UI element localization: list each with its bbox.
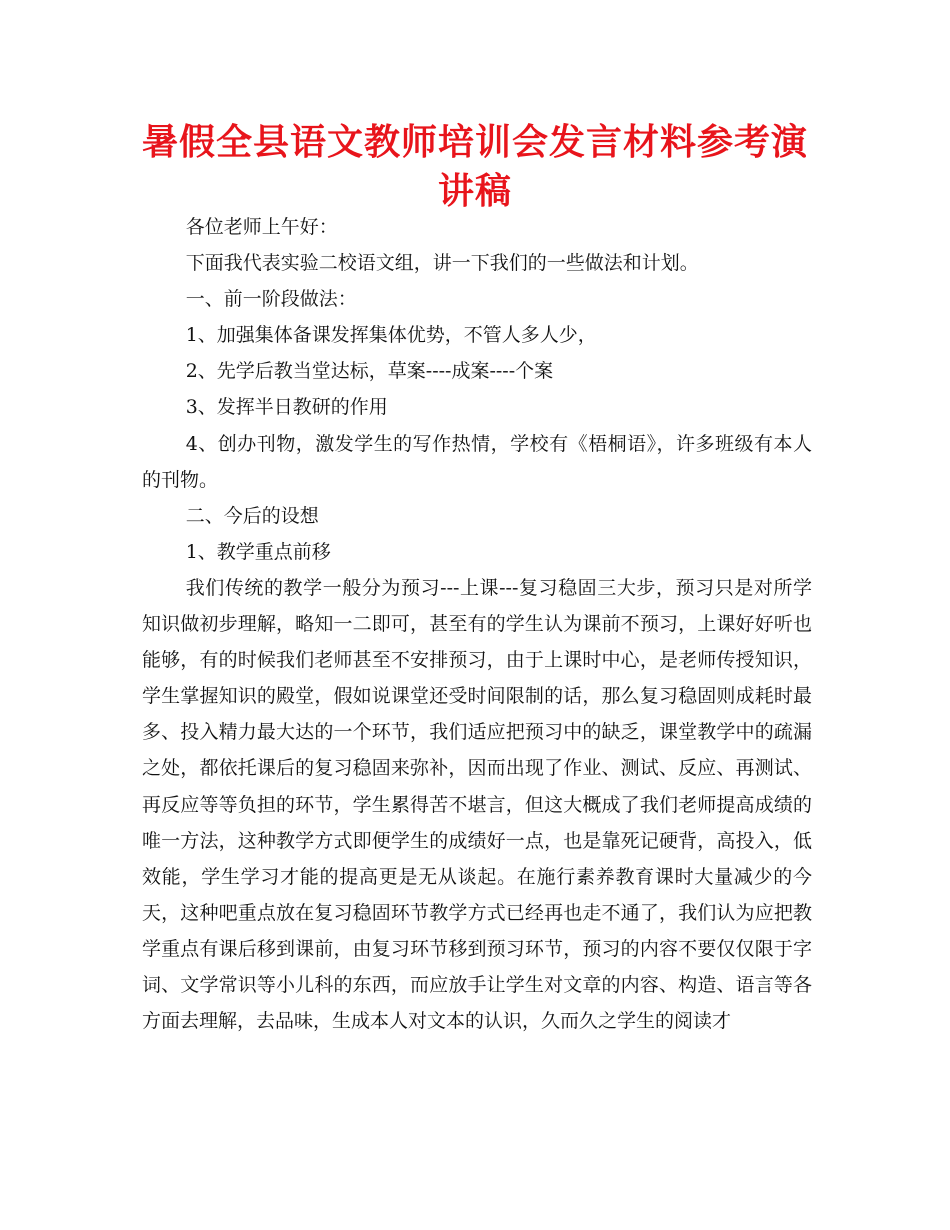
subsection-heading: 1、教学重点前移 [185, 540, 331, 563]
intro-paragraph: 下面我代表实验二校语文组，讲一下我们的一些做法和计划。 [185, 252, 699, 275]
list-item: 4、创办刊物，激发学生的写作热情，学校有《梧桐语》，许多班级有本人的刊物。 [142, 432, 812, 491]
list-item: 3、发挥半日教研的作用 [185, 396, 388, 419]
section-heading-past: 一、前一阶段做法： [185, 288, 357, 311]
list-item: 2、先学后教当堂达标，草案----成案----个案 [185, 360, 554, 383]
document-body [142, 209, 812, 1039]
greeting-paragraph: 各位老师上午好： [185, 216, 338, 238]
document-title: 暑假全县语文教师培训会发言材料参考演讲稿 [141, 122, 808, 212]
list-item: 1、加强集体备课发挥集体优势，不管人多人少， [185, 324, 597, 347]
body-paragraph: 我们传统的教学一般分为预习---上课---复习稳固三大步，预习只是对所学知识做初步理解，略知一二即可，甚至有的学生认为课前不预习，上课好好听也能够，有的时候我们老师甚至不安排预习，由于上课时中心，是老师传授知识，学生掌握知识的殿堂，假如说课堂还受时间限制的话，那么复习稳固则成耗时最多、投入精力最大达的一个环节，我们适应把预习中的缺乏，课堂教学中的疏漏之处，都依托课后的复习稳固来弥补，因而出现了作业、测试、反应、再测试、再反应等等负担的环节，学生累得苦不堪言，但这大概成了我们老师提高成绩的唯一方法，这种教学方式即便学生的成绩好一点，也是靠死记硬背，高投入，低效能，学生学习才能的提高更是无从谈起。在施行素养教育课时大量减少的今天，这种吧重点放在复习稳固环节教学方式已经再也走不通了，我们认为应把教学重点有课后移到课前，由复习环节移到预习环节，预习的内容不要仅仅限于字词、文学常识等小儿科的东西，而应放手让学生对文章的内容、构造、语言等各方面去理解，去品味，生成本人对文本的认识，久而久之学生的阅读才 [142, 576, 812, 1033]
section-heading-future: 二、今后的设想 [185, 504, 319, 527]
